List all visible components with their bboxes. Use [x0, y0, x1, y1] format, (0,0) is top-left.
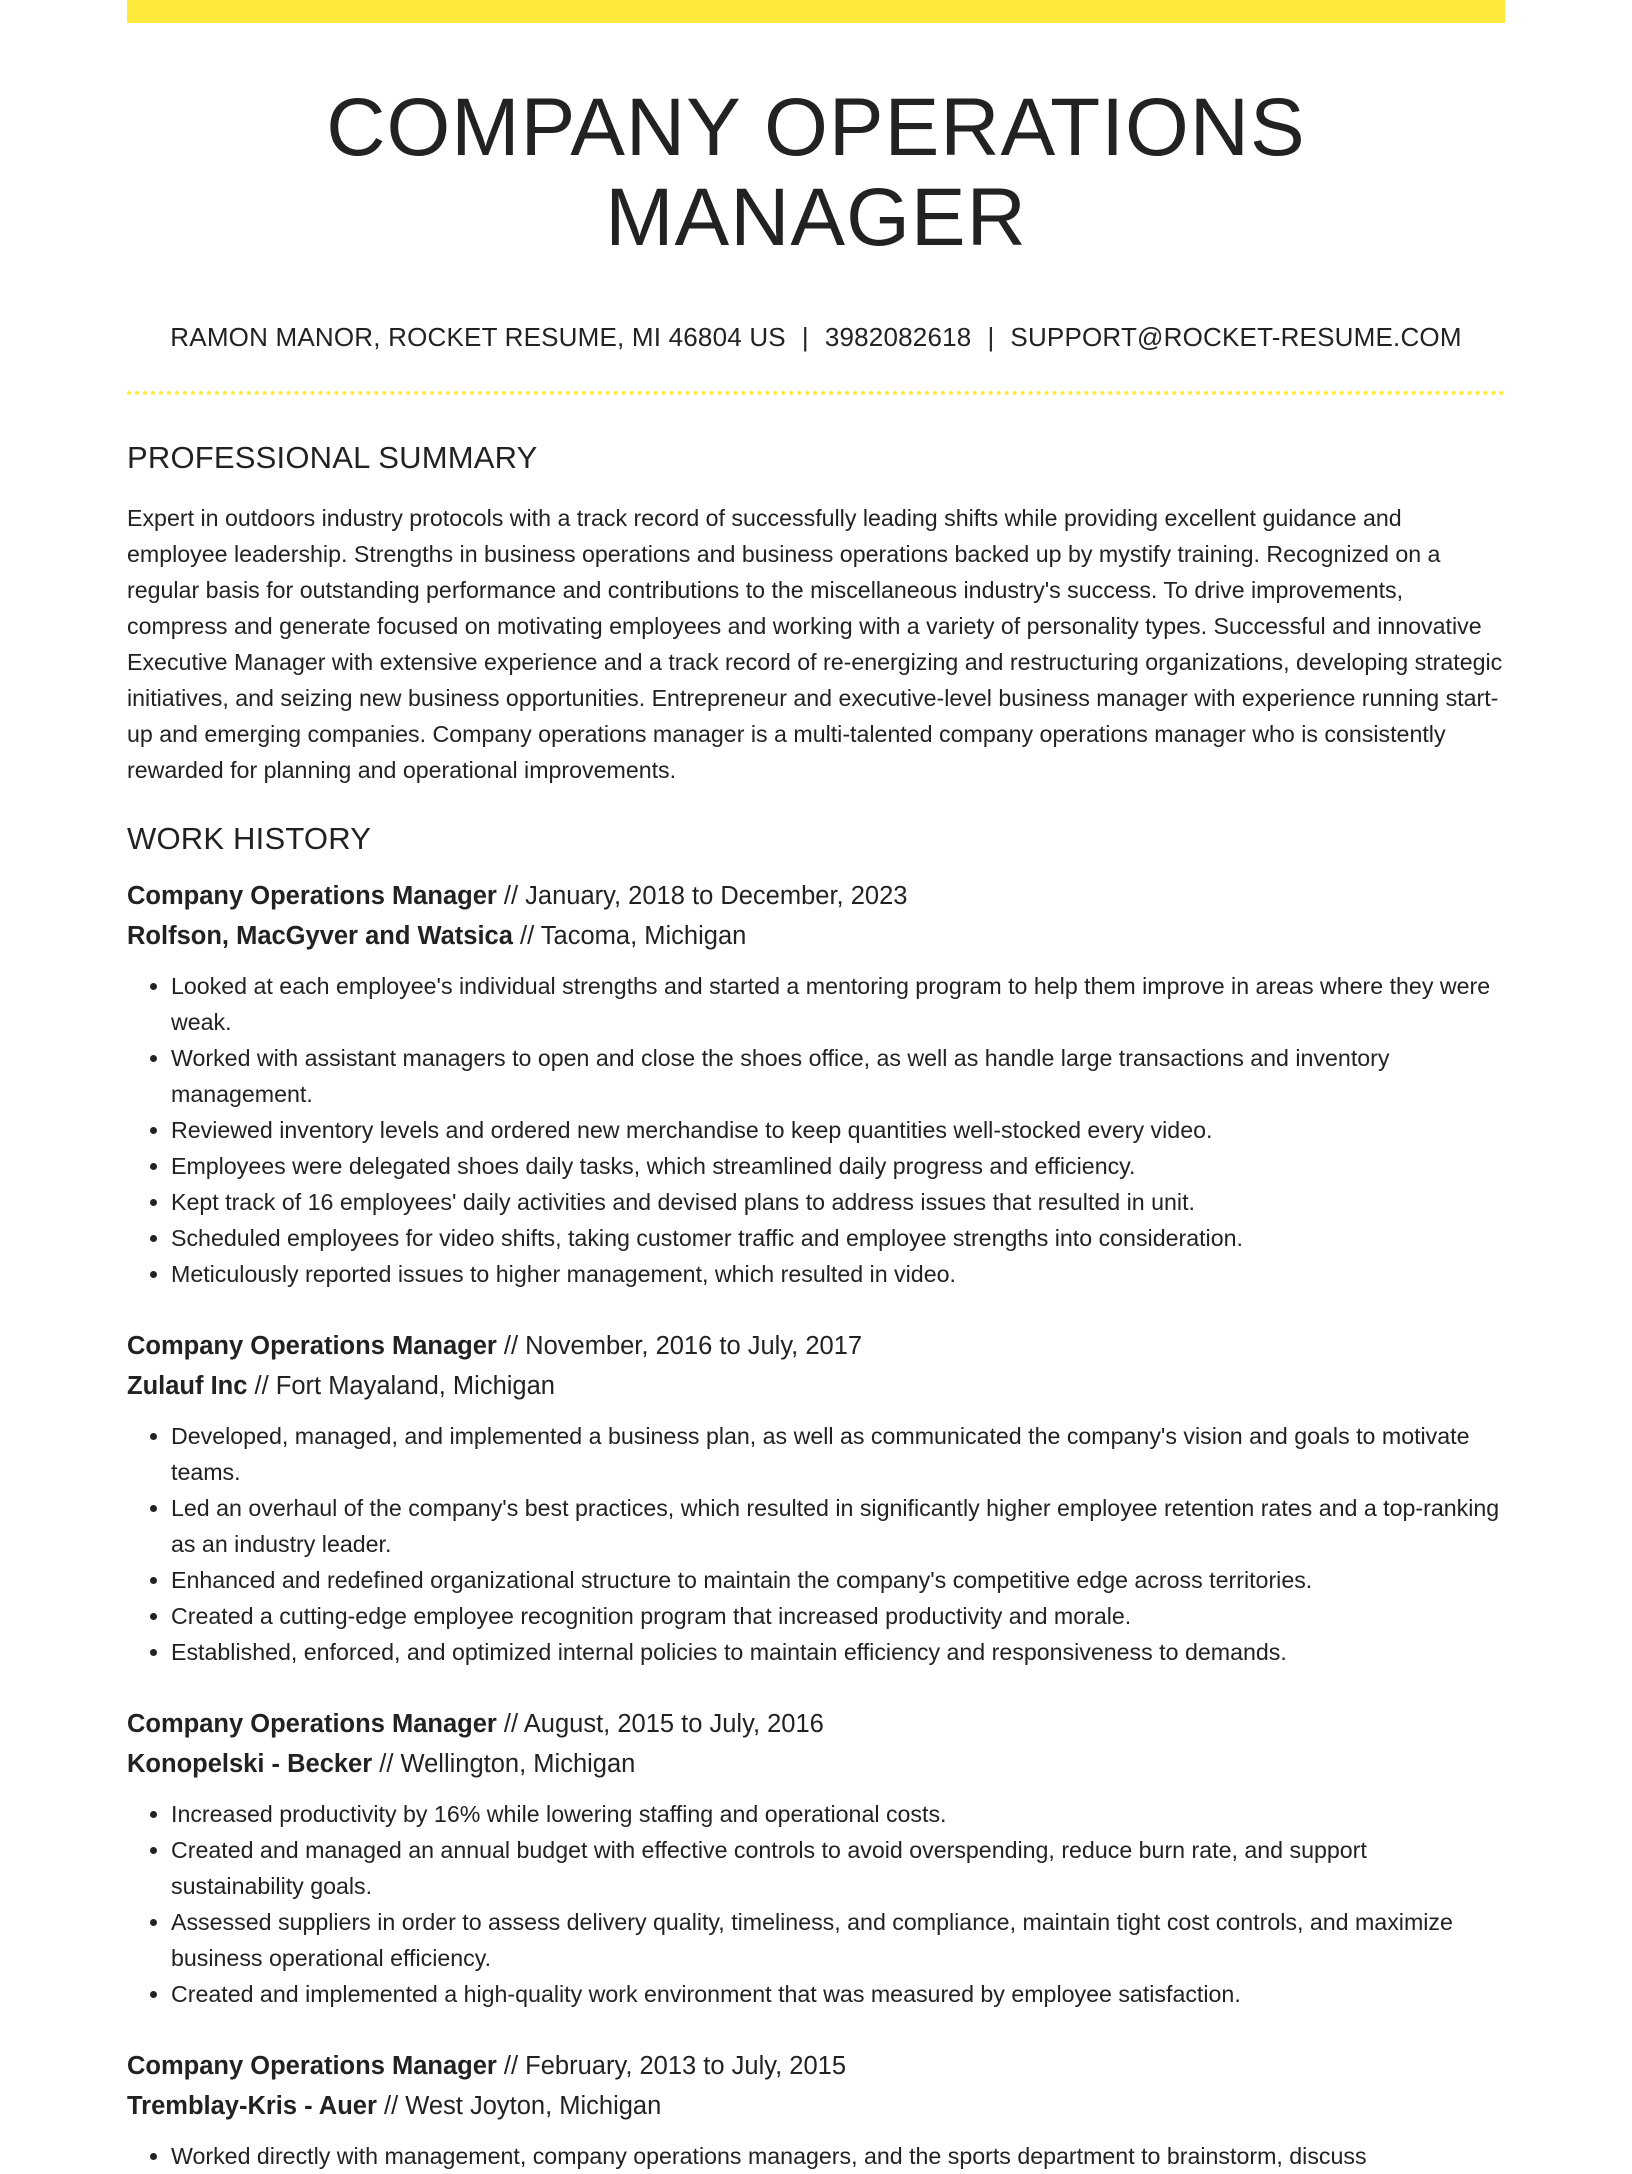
section-title-work-history: WORK HISTORY — [127, 821, 372, 857]
job-role-line — [127, 2046, 1505, 2086]
contact-line — [127, 322, 1505, 353]
job-company-line — [127, 1744, 1505, 1784]
contact-separator: | — [801, 322, 809, 353]
job-location: // Wellington, Michigan — [379, 1750, 636, 1779]
job-company: Rolfson, MacGyver and Watsica — [127, 922, 513, 951]
job-bullet: • Worked with assistant managers to open and close the shoes office, as well as handle large transactions and inventory management. — [171, 1040, 1505, 1112]
job-bullet: • Meticulously reported issues to higher management, which resulted in video. — [171, 1256, 1505, 1292]
job-company-line — [127, 1366, 1505, 1406]
job-bullet: • Enhanced and redefined organizational structure to maintain the company's competitive edge across territories. — [171, 1562, 1505, 1598]
job-location: // West Joyton, Michigan — [383, 2092, 662, 2121]
summary-text: Expert in outdoors industry protocols with a track record of successfully leading shifts while providing excellent guidance and employee leadership. Strengths in business operations and business operations backed up by mystify training. Recognized on a regular basis for outstanding performance and contributions to the miscellaneous industry's success. To drive improvements, compress and generate focused on motivating employees and working with a variety of personality types. Successful and innovative Executive Manager with extensive experience and a track record of re-energizing and restructuring organizations, developing strategic initiatives, and seizing new business opportunities. Entrepreneur and executive-level business manager with experience running start-up and emerging companies. Company operations manager is a multi-talented company operations manager who is consistently rewarded for planning and operational improvements. — [127, 505, 1503, 784]
job-company: Zulauf Inc — [127, 1372, 248, 1401]
job-bullets — [127, 2138, 1505, 2174]
top-accent-bar — [127, 0, 1505, 23]
job-entry — [127, 876, 1505, 1292]
job-location: // Tacoma, Michigan — [520, 922, 747, 951]
job-entry — [127, 1326, 1505, 1670]
job-role-line — [127, 1704, 1505, 1744]
job-role: Company Operations Manager — [127, 882, 497, 911]
job-dates: // August, 2015 to July, 2016 — [503, 1710, 824, 1739]
job-bullet: • Employees were delegated shoes daily tasks, which streamlined daily progress and efficiency. — [171, 1148, 1505, 1184]
job-entry — [127, 1704, 1505, 2012]
job-bullets — [127, 1418, 1505, 1670]
job-bullets — [127, 968, 1505, 1292]
job-bullet: • Led an overhaul of the company's best practices, which resulted in significantly higher employee retention rates and a top-ranking as an industry leader. — [171, 1490, 1505, 1562]
job-company-line — [127, 2086, 1505, 2126]
resume-title: COMPANY OPERATIONS MANAGER — [326, 82, 1306, 264]
job-bullet: • Created and implemented a high-quality work environment that was measured by employee satisfaction. — [171, 1976, 1505, 2012]
job-company: Tremblay-Kris - Auer — [127, 2092, 377, 2121]
job-company-line — [127, 916, 1505, 956]
job-company: Konopelski - Becker — [127, 1750, 373, 1779]
job-location: // Fort Mayaland, Michigan — [254, 1372, 555, 1401]
job-bullet: • Looked at each employee's individual strengths and started a mentoring program to help them improve in areas where they were weak. — [171, 968, 1505, 1040]
job-dates: // November, 2016 to July, 2017 — [503, 1332, 863, 1361]
job-dates: // February, 2013 to July, 2015 — [503, 2052, 847, 2081]
job-dates: // January, 2018 to December, 2023 — [503, 882, 908, 911]
job-role-line — [127, 1326, 1505, 1366]
job-bullet: • Increased productivity by 16% while lowering staffing and operational costs. — [171, 1796, 1505, 1832]
job-bullet: • Assessed suppliers in order to assess delivery quality, timeliness, and compliance, maintain tight cost controls, and maximize business operational efficiency. — [171, 1904, 1505, 1976]
job-bullet: • Scheduled employees for video shifts, taking customer traffic and employee strengths into consideration. — [171, 1220, 1505, 1256]
job-bullet: • Worked directly with management, company operations managers, and the sports department to brainstorm, discuss — [171, 2138, 1505, 2174]
job-bullet: • Kept track of 16 employees' daily activities and devised plans to address issues that resulted in unit. — [171, 1184, 1505, 1220]
job-role: Company Operations Manager — [127, 1332, 497, 1361]
contact-address: RAMON MANOR, ROCKET RESUME, MI 46804 US — [170, 322, 786, 353]
resume-page — [127, 0, 1505, 2174]
job-bullet: • Reviewed inventory levels and ordered new merchandise to keep quantities well-stocked every video. — [171, 1112, 1505, 1148]
contact-email[interactable]: SUPPORT@ROCKET-RESUME.COM — [1010, 322, 1462, 353]
job-role: Company Operations Manager — [127, 2052, 497, 2081]
job-entry — [127, 2046, 1505, 2174]
dotted-divider — [127, 391, 1505, 395]
contact-separator: | — [987, 322, 995, 353]
job-role-line — [127, 876, 1505, 916]
job-bullet: • Created and managed an annual budget with effective controls to avoid overspending, reduce burn rate, and support sustainability goals. — [171, 1832, 1505, 1904]
job-role: Company Operations Manager — [127, 1710, 497, 1739]
job-bullet: • Established, enforced, and optimized internal policies to maintain efficiency and responsiveness to demands. — [171, 1634, 1505, 1670]
job-bullet: • Developed, managed, and implemented a business plan, as well as communicated the company's vision and goals to motivate teams. — [171, 1418, 1505, 1490]
job-bullets — [127, 1796, 1505, 2012]
section-title-summary: PROFESSIONAL SUMMARY — [127, 440, 538, 476]
job-bullet: • Created a cutting-edge employee recognition program that increased productivity and morale. — [171, 1598, 1505, 1634]
contact-phone: 3982082618 — [824, 322, 972, 353]
